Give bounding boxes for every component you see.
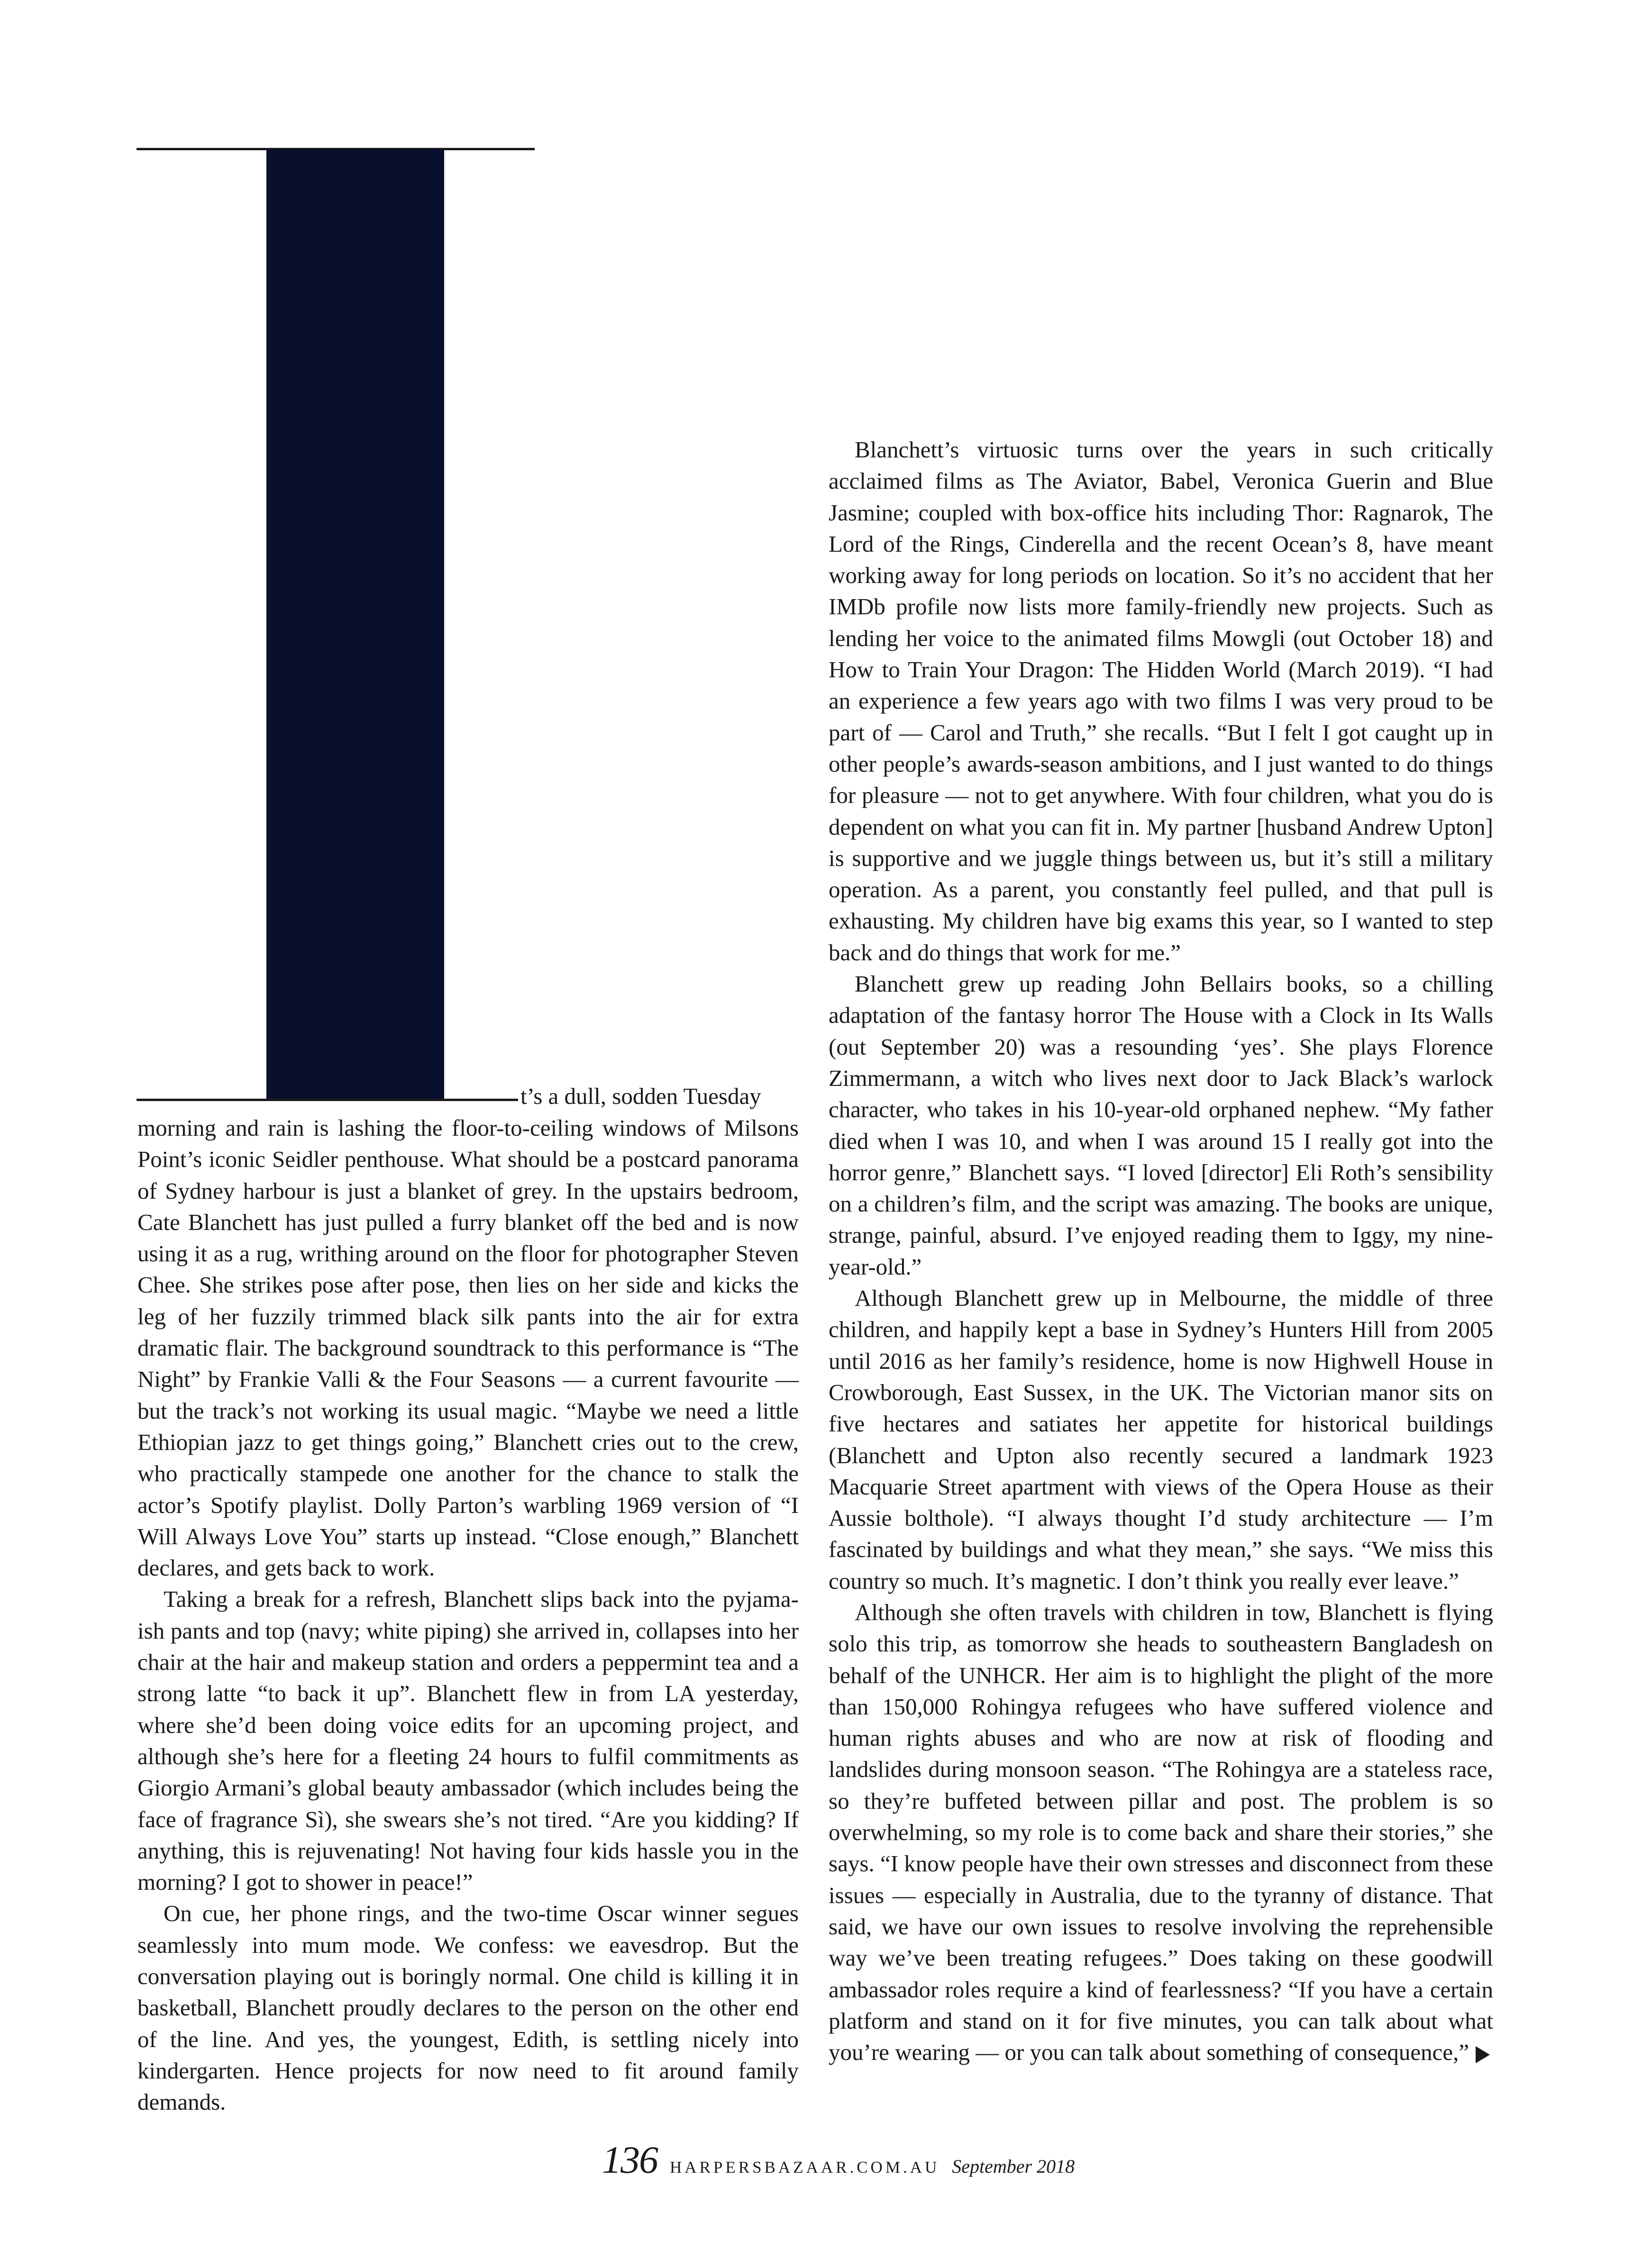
- website: HARPERSBAZAAR.COM.AU: [670, 2158, 940, 2177]
- paragraph: Blanchett’s virtuosic turns over the years in such critically acclaimed films as The Aviator, Babel, Veronica Guerin and Blue Jasmine; coupled with box-office hits including Thor: Ragnarok, The Lord of the Rings, Cinderella and the recent Ocean’s 8, have meant working away for long periods on location. So it’s no accident that her IMDb profile now lists more family-friendly new projects. Such as lending her voice to the animated films Mowgli (out October 18) and How to Train Your Dragon: The Hidden World (March 2019). “I had an experience a few years ago with two films I was very proud to be part of — Carol and Truth,” she recalls. “But I felt I got caught up in other people’s awards-season ambitions, and I just wanted to do things for pleasure — not to get anywhere. With four children, what you do is dependent on what you can fit in. My partner [husband Andrew Upton] is supportive and we juggle things between us, but it’s still a military operation. As a parent, you constantly feel pulled, and that pull is exhausting. My children have big exams this year, so I wanted to step back and do things that work for me.”: [829, 437, 1493, 965]
- page-footer: [602, 2138, 1076, 2180]
- right-column: [829, 434, 1493, 2068]
- page-number: 136: [602, 2138, 657, 2181]
- drop-cap-i: [266, 149, 444, 1101]
- triangle-right-icon: [1476, 2046, 1490, 2063]
- drop-cap-bottom-serif: [137, 1099, 518, 1101]
- paragraph: Blanchett grew up reading John Bellairs books, so a chilling adaptation of the fantasy horror The House with a Clock in Its Walls (out September 20) was a resounding ‘yes’. She plays Florence Zimmermann, a witch who lives next door to Jack Black’s warlock character, who takes in his 10-year-old orphaned nephew. “My father died when I was 10, and when I was around 15 I really got into the horror genre,” Blanchett says. “I loved [director] Eli Roth’s sensibility on a children’s film, and the script was amazing. The books are unique, strange, painful, absurd. I’ve enjoyed reading them to Iggy, my nine-year-old.”: [829, 971, 1493, 1280]
- left-column: [137, 1112, 799, 2118]
- issue-date: September 2018: [952, 2156, 1075, 2177]
- paragraph-text: Although she often travels with children in tow, Blanchett is flying solo this trip, as tomorrow she heads to southeastern Bangladesh on behalf of the UNHCR. Her aim is to highlight the plight of the more than 150,000 Rohingya refugees who have suffered violence and human rights abuses and who are now at risk of flooding and landslides during monsoon season. “The Rohingya are a stateless race, so they’re buffeted between pillar and post. The problem is so overwhelming, so my role is to come back and share their stories,” she says. “I know people have their own stresses and disconnect from these issues — especially in Australia, due to the tyranny of distance. That said, we have our own issues to resolve involving the reprehensible way we’ve been treating refugees.” Does taking on these goodwill ambassador roles require a kind of fearlessness? “If you have a certain platform and stand on it for five minutes, you can talk about what you’re wearing — or you can talk about something of consequence,”: [829, 1599, 1493, 2066]
- paragraph: On cue, her phone rings, and the two-time Oscar winner segues seamlessly into mum mode. We confess: we eavesdrop. But the conversation playing out is boringly normal. One child is killing it in basketball, Blanchett proudly declares to the person on the other end of the line. And yes, the youngest, Edith, is settling nicely into kindergarten. Hence projects for now need to fit around family demands.: [137, 1900, 799, 2115]
- paragraph: Although Blanchett grew up in Melbourne, the middle of three children, and happily kept a base in Sydney’s Hunters Hill from 2005 until 2016 as her family’s residence, home is now Highwell House in Crowborough, East Sussex, in the UK. The Victorian manor sits on five hectares and satiates her appetite for historical buildings (Blanchett and Upton also recently secured a landmark 1923 Macquarie Street apartment with views of the Opera House as their Aussie bolthole). “I always thought I’d study architecture — I’m fascinated by buildings and what they mean,” she says. “We miss this country so much. It’s magnetic. I don’t think you really ever leave.”: [829, 1285, 1493, 1594]
- paragraph: morning and rain is lashing the floor-to-ceiling windows of Milsons Point’s iconic Seidler penthouse. What should be a postcard panorama of Sydney harbour is just a blanket of grey. In the upstairs bedroom, Cate Blanchett has just pulled a furry blanket off the bed and is now using it as a rug, writhing around on the floor for photographer Steven Chee. She strikes pose after pose, then lies on her side and kicks the leg of her fuzzily trimmed black silk pants into the air for extra dramatic flair. The background soundtrack to this performance is “The Night” by Frankie Valli & the Four Seasons — a current favourite — but the track’s not working its usual magic. “Maybe we need a little Ethiopian jazz to get things going,” Blanchett cries out to the crew, who practically stampede one another for the chance to stalk the actor’s Spotify playlist. Dolly Parton’s warbling 1969 version of “I Will Always Love You” starts up instead. “Close enough,” Blanchett declares, and gets back to work.: [137, 1115, 799, 1581]
- paragraph-last: [829, 1597, 1493, 2068]
- lead-in-text: t’s a dull, sodden Tuesday: [520, 1083, 761, 1109]
- lead-in-line: [520, 1081, 798, 1112]
- paragraph: Taking a break for a refresh, Blanchett slips back into the pyjama-ish pants and top (navy; white piping) she arrived in, collapses into her chair at the hair and makeup station and orders a peppermint tea and a strong latte “to back it up”. Blanchett flew in from LA yesterday, where she’d been doing voice edits for an upcoming project, and although she’s here for a fleeting 24 hours to fulfil commitments as Giorgio Armani’s global beauty ambassador (which includes being the face of fragrance Sì), she swears she’s not tired. “Are you kidding? If anything, this is rejuvenating! Not having four kids hassle you in the morning? I got to shower in peace!”: [137, 1586, 799, 1895]
